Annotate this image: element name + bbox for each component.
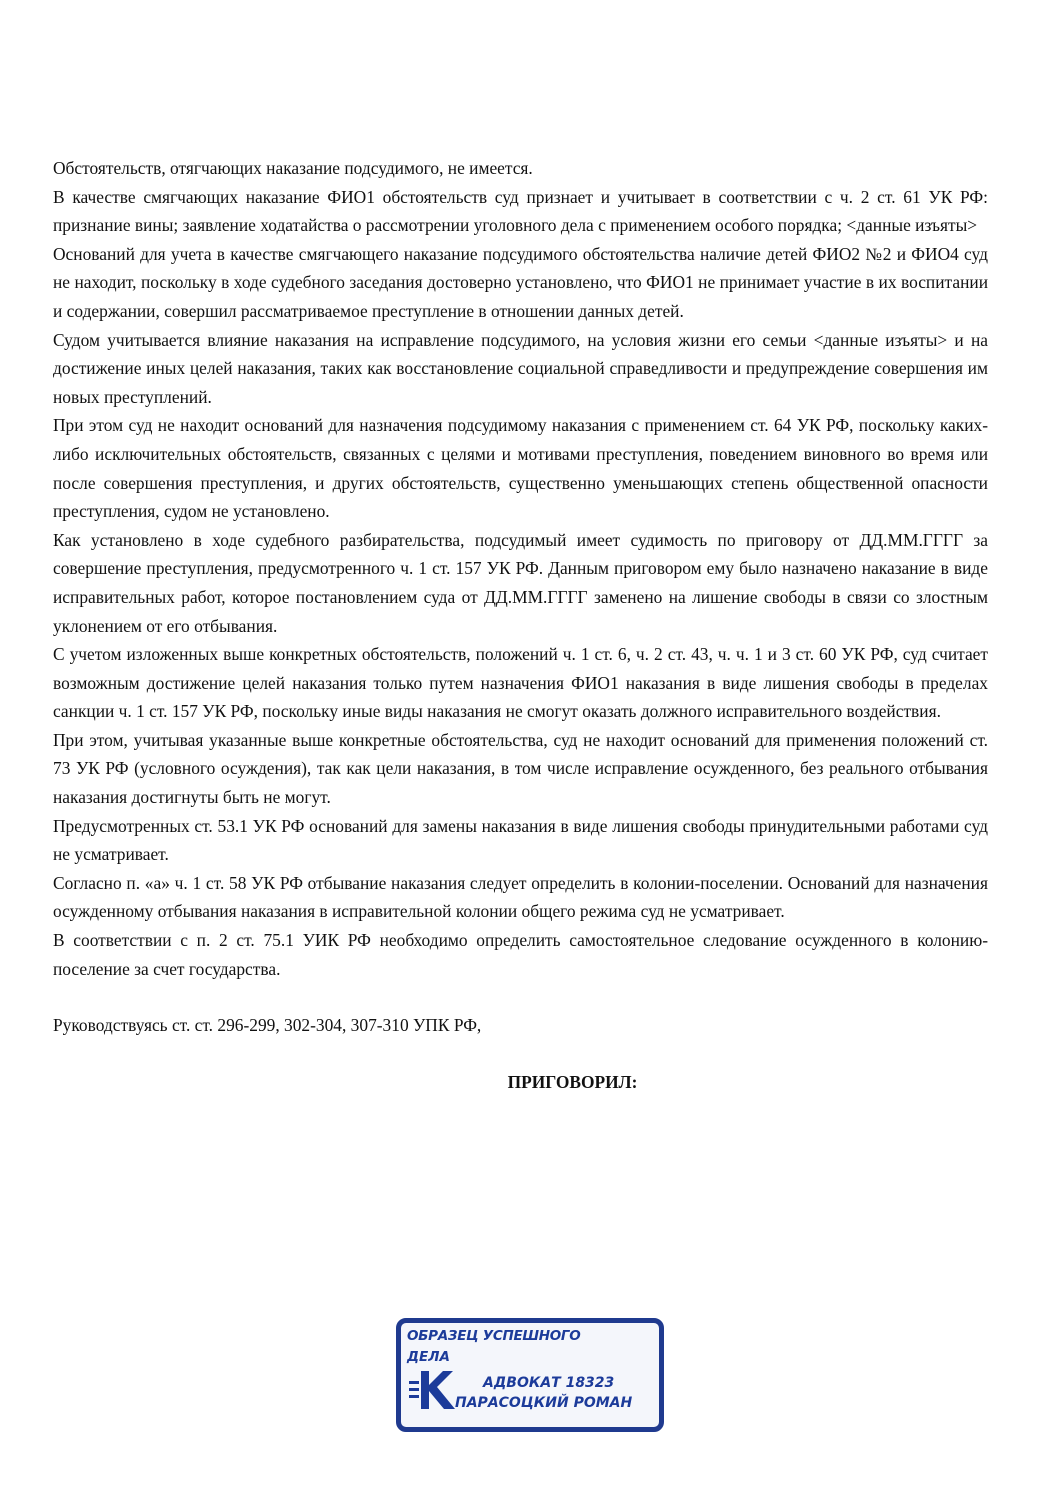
paragraph-article-53: Предусмотренных ст. 53.1 УК РФ оснований для замены наказания в виде лишения свободы принудительными работами суд не усматривает. <box>53 815 988 865</box>
paragraph-children: Оснований для учета в качестве смягчающего наказание подсудимого обстоятельства наличие детей ФИО2 №2 и ФИО4 суд не находит, поскольку в ходе судебного заседания достоверно установлено, что ФИО1 не принимает участие в их воспитании и содержании, совершил рассматриваемое преступление в отношении данных детей. <box>53 243 988 321</box>
paragraph-article-73: При этом, учитывая указанные выше конкретные обстоятельства, суд не находит оснований для применения положений ст. 73 УК РФ (условного осуждения), так как цели наказания, в том числе исправление осужденного, без реального отбывания наказания достигнуты быть не могут. <box>53 729 988 808</box>
spacer <box>53 1040 988 1068</box>
paragraph-colony: Согласно п. «а» ч. 1 ст. 58 УК РФ отбывание наказания следует определить в колонии-поселении. Оснований для назначения осужденному отбывания наказания в исправительной колонии общего режима суд не усматривает. <box>53 872 988 922</box>
advocate-logo-icon <box>407 1367 459 1411</box>
paragraph-influence: Судом учитывается влияние наказания на исправление подсудимого, на условия жизни его семьи <данные изъяты> и на достижение иных целей наказания, таких как восстановление социальной справедливости и предупреждение совершения им новых преступлений. <box>53 329 988 407</box>
stamp-line-name: ПАРАСОЦКИЙ РОМАН <box>455 1395 633 1411</box>
paragraph-article-64: При этом суд не находит оснований для назначения подсудимому наказания с применением ст. 64 УК РФ, поскольку каких-либо исключительных обстоятельств, связанных с целями и мотивами преступления, поведением виновного во время или после совершения преступления, и других обстоятельств, существенно уменьшающих степень общественной опасности преступления, судом не установлено. <box>53 415 988 522</box>
document-body <box>53 154 988 1096</box>
paragraph-transfer: В соответствии с п. 2 ст. 75.1 УИК РФ необходимо определить самостоятельное следование осужденного в колонию-поселение за счет государства. <box>53 930 988 979</box>
stamp-line-case: ДЕЛА <box>407 1349 450 1365</box>
verdict-heading: ПРИГОВОРИЛ: <box>507 1071 638 1092</box>
stamp-line-sample: ОБРАЗЕЦ УСПЕШНОГО <box>407 1328 581 1344</box>
stamp-line-advocate: АДВОКАТ 18323 <box>483 1375 615 1391</box>
paragraph-imprisonment: С учетом изложенных выше конкретных обстоятельств, положений ч. 1 ст. 6, ч. 2 ст. 43, ч. ч. 1 и 3 ст. 60 УК РФ, суд считает возможным достижение целей наказания только путем назначения ФИО1 наказания в виде лишения свободы в пределах санкции ч. 1 ст. 157 УК РФ, поскольку иные виды наказания не смогут оказать должного исправительного воздействия. <box>53 644 988 722</box>
paragraph-aggravating: Обстоятельств, отягчающих наказание подсудимого, не имеется. <box>53 158 533 178</box>
spacer <box>53 983 988 1011</box>
lawyer-stamp <box>396 1318 664 1432</box>
paragraph-prior-conviction: Как установлено в ходе судебного разбирательства, подсудимый имеет судимость по приговору от ДД.ММ.ГГГГ за совершение преступления, предусмотренного ч. 1 ст. 157 УК РФ. Данным приговором ему было назначено наказание в виде исправительных работ, которое постановлением суда от ДД.ММ.ГГГГ заменено на лишение свободы в связи со злостным уклонением от его отбывания. <box>53 529 988 636</box>
paragraph-mitigating: В качестве смягчающих наказание ФИО1 обстоятельств суд признает и учитывает в соответствии с ч. 2 ст. 61 УК РФ: признание вины; заявление ходатайства о рассмотрении уголовного дела с применением особого порядка; <данные изъяты> <box>53 186 988 236</box>
guided-by-line: Руководствуясь ст. ст. 296-299, 302-304, 307-310 УПК РФ, <box>53 1015 482 1036</box>
